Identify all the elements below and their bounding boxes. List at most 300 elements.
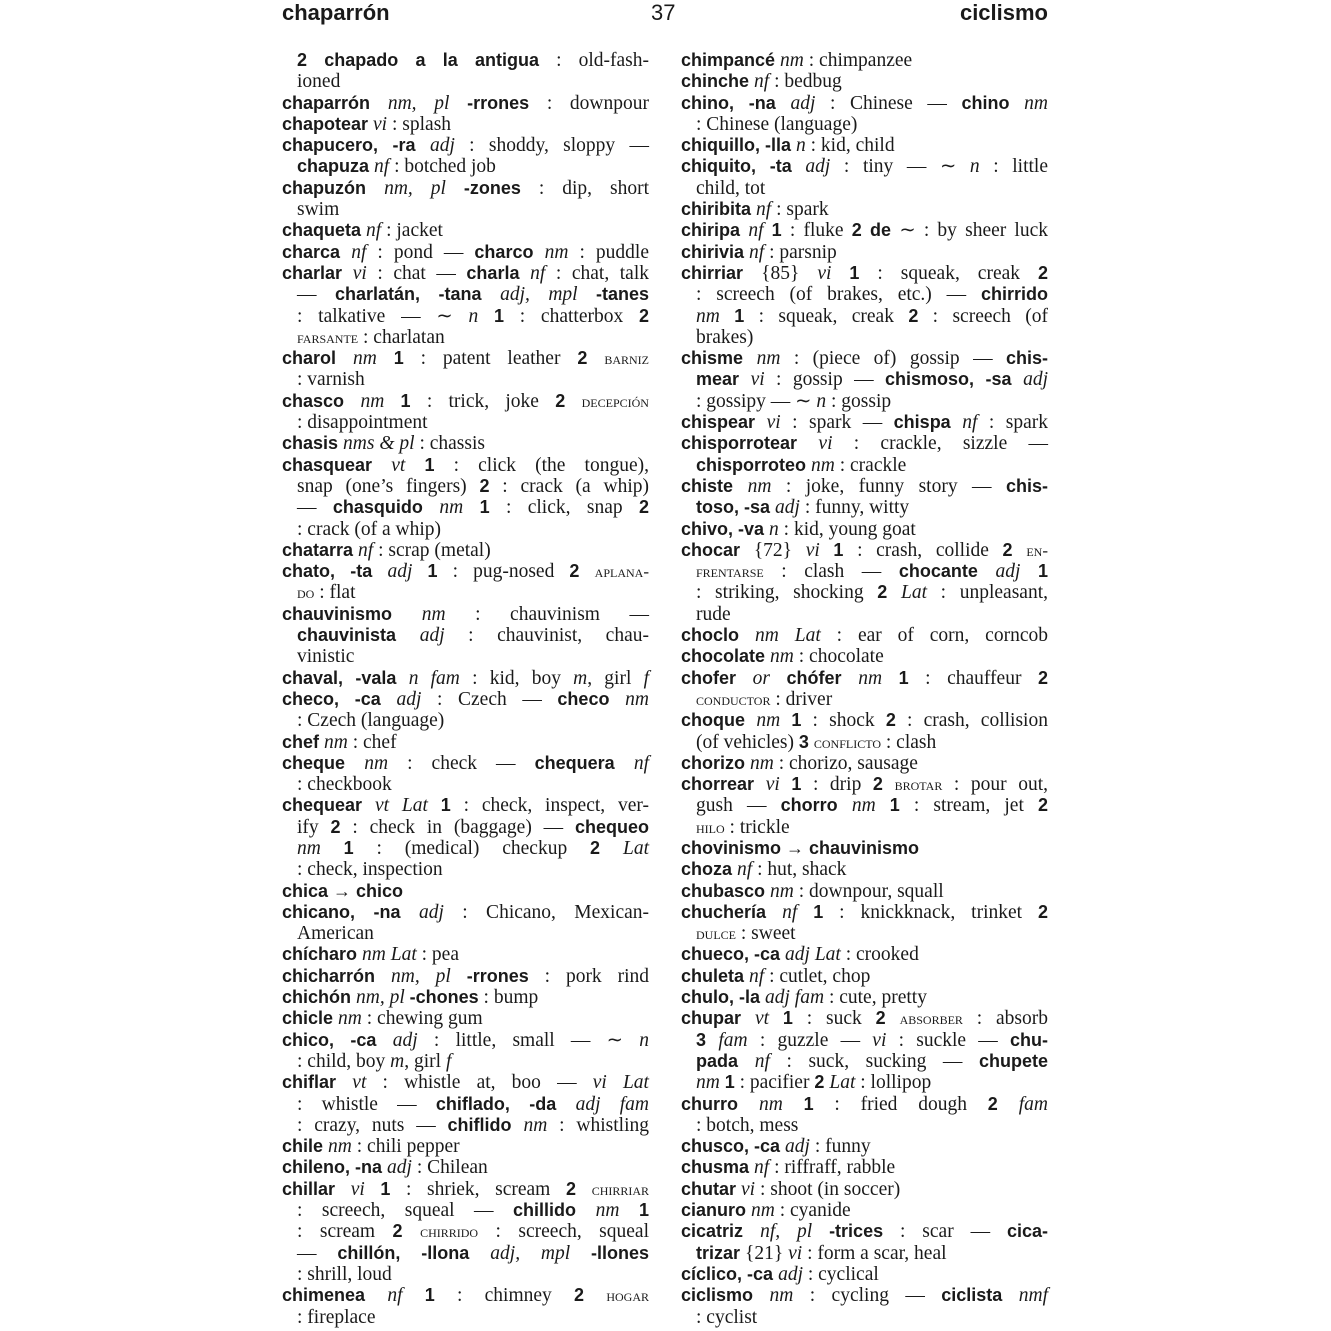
headword-text: cíclico, -ca [681,1263,779,1284]
dictionary-line [282,923,649,944]
label-text: nf [366,220,382,242]
headword-text: chófer [786,667,859,688]
synonym-text: en- [1026,540,1049,560]
synonym-text: dulce [696,924,736,944]
definition-text: : kid, child [805,135,895,157]
definition-text: : charlatan [358,326,445,348]
headword-text: -rrones [466,965,529,986]
label-text: nf [351,241,367,263]
headword-text: chutar [681,1178,742,1199]
label-text: adj [995,561,1038,583]
definition-text: : shrill, loud [297,1263,392,1285]
definition-text: snap (one’s fingers) [297,475,480,497]
dictionary-line [282,774,649,795]
synonym-text: decepción [581,391,649,411]
definition-text: : pacifier [734,1072,815,1094]
headword-text: toso, -sa [696,497,776,518]
headword-text: chequeo [574,816,649,837]
headword-text: chato, -ta [282,561,388,582]
label-text: fam [718,1029,748,1051]
label-text: nm [858,667,899,689]
definition-text: : check, inspect, ver- [450,795,649,817]
headword-text: chocolate [681,646,771,667]
definition-text: : disappointment [297,412,428,434]
headword-text: chis- [1005,348,1048,369]
definition-text: : Czech — [421,688,558,710]
headword-text: chovinismo → chauvinismo [681,837,920,858]
headword-text: chica → chico [282,880,404,901]
dictionary-line [282,519,649,540]
definition-text: : screech, squeal — [297,1200,514,1222]
dictionary-line [681,881,1048,902]
headword-text: chubasco [681,880,771,901]
label-text: Lat [901,582,928,604]
label-text: vi [765,774,792,796]
dictionary-line [681,220,1048,241]
definition-text: : shoddy, sloppy — [454,135,650,157]
label-text: adj [790,92,816,114]
headword-text: -llones [591,1242,650,1263]
label-text: n [796,135,806,157]
label-text: nf [633,752,649,774]
label-text: vi [818,433,833,455]
headword-text: chiflido [447,1114,524,1135]
dictionary-line [282,306,649,327]
definition-text: : chauvinist, chau- [444,625,649,647]
dictionary-line [681,71,1048,92]
headword-text: 1 [479,497,490,518]
headword-text: chisme [681,348,757,369]
headword-text: checo [557,688,626,709]
definition-text: : cyanide [774,1200,851,1222]
definition-text: : clash [881,731,937,753]
label-text: nm [751,1200,775,1222]
dictionary-line [282,455,649,476]
dictionary-line [282,795,649,816]
dictionary-line [681,50,1048,71]
definition-text: : crackle [834,454,907,476]
label-text: nm [338,1008,362,1030]
definition-text: : guzzle — [747,1029,873,1051]
dictionary-line [282,582,649,603]
headword-text: chiquillo, -lla [681,135,797,156]
label-text: n [769,518,779,540]
definition-text: : parsnip [764,241,837,263]
headword-text: 2 [479,475,490,496]
definition-text: : crooked [840,944,919,966]
headword-text: 2 [1037,901,1048,922]
headword-text: chapuza [297,156,375,177]
definition-text: : squeak, creak [744,305,909,327]
label-text: nm, pl [391,965,467,987]
headword-text: 2 [330,816,341,837]
label-text: vi [373,113,388,135]
dictionary-line [282,1136,649,1157]
definition-text: : tiny — ∼ [830,156,970,178]
definition-text: rude [696,603,731,625]
dictionary-line [681,284,1048,305]
dictionary-line [282,668,649,689]
label-text: nm [625,688,650,710]
definition-text: : ear of corn, corncob [820,625,1048,647]
dictionary-line [282,710,649,731]
dictionary-line [282,1051,649,1072]
dictionary-line [681,242,1048,263]
label-text: nm [297,837,344,859]
headword-text: chicle [282,1008,339,1029]
definition-text: : little, small — ∼ [417,1029,640,1051]
definition-text: (of vehicles) [696,731,799,753]
definition-text: : (piece of) gossip — [780,348,1006,370]
dictionary-line [681,1221,1048,1242]
definition-text: , girl [587,667,644,689]
headword-text: chiribita [681,199,757,220]
dictionary-line [681,178,1048,199]
dictionary-line [282,263,649,284]
definition-text: : shoot (in soccer) [755,1178,901,1200]
definition-text: : dip, short [520,177,649,199]
definition-text: {72} [753,539,806,561]
definition-text: : kid, young goat [778,518,916,540]
headword-text: chapucero, -ra [282,135,430,156]
headword-text: 1 [724,1072,735,1093]
definition-text: : chewing gum [361,1008,483,1030]
label-text: nf [737,859,753,881]
label-text: nf [754,1157,770,1179]
label-text: adj fam [765,987,825,1009]
synonym-text: aplana- [594,562,649,582]
headword-text: chapuzón [282,177,385,198]
headword-text: 2 [638,305,649,326]
dictionary-column-right [681,50,1048,1328]
definition-text: : botched job [389,156,496,178]
headword-text: chiflar [282,1072,353,1093]
headword-text: 2 [877,582,902,603]
definition-text: : crack (a whip) [489,475,649,497]
definition-text: : flat [314,582,356,604]
label-text: nm [696,305,735,327]
dictionary-line [282,178,649,199]
headword-text: chicano, -na [282,901,419,922]
dictionary-line [681,1072,1048,1093]
definition-text: : cyclist [696,1306,758,1328]
headword-text: chispa [893,412,963,433]
label-text: vi [788,1242,803,1264]
definition-text: : pork rind [528,965,649,987]
headword-text: 2 [569,561,595,582]
label-text: nf [374,156,390,178]
headword-text: 2 [590,837,623,858]
definition-text: : crack (of a whip) [297,518,442,540]
dictionary-line [681,774,1048,795]
definition-text: : suckle — [886,1029,1010,1051]
headword-text: 1 [424,454,435,475]
dictionary-line [681,795,1048,816]
headword-text: chaparrón [282,92,388,113]
page-header [282,0,1048,30]
headword-text: charlar [282,262,353,283]
headword-text: 1 [771,220,782,241]
definition-text: : shock [801,710,886,732]
definition-text: : hut, shack [752,859,847,881]
definition-text: : little [979,156,1048,178]
headword-text: choclo [681,625,756,646]
dictionary-line [681,540,1048,561]
label-text: nm [747,475,772,497]
dictionary-line [681,455,1048,476]
definition-text: : chocolate [793,646,884,668]
headword-text: chusma [681,1157,755,1178]
label-text: nf [754,1050,770,1072]
guide-word-right: ciclismo [959,0,1048,25]
definition-text: : crackle, sizzle — [832,433,1048,455]
label-text: nm [769,1285,794,1307]
definition-text: : spark [771,199,829,221]
label-text: nf [749,965,765,987]
label-text: adj fam [575,1093,649,1115]
definition-text: ioned [297,71,341,93]
headword-text: chupete [978,1050,1048,1071]
dictionary-line [681,263,1048,284]
headword-text: 2 [392,1221,421,1242]
definition-text: : Chinese — [815,92,962,114]
headword-text: 1 [734,305,745,326]
headword-text: chirrido [980,284,1048,305]
headword-text: 1 [791,774,802,795]
headword-text: 1 [440,795,451,816]
headword-text: 1 [424,1285,435,1306]
definition-text: : clash — [763,561,899,583]
label-text: adj [805,156,831,178]
label-text: nm [544,241,569,263]
headword-text: chasco [282,390,361,411]
label-text: nm, pl [387,92,468,114]
definition-text: : lollipop [855,1072,932,1094]
headword-text: 2 [1037,795,1048,816]
dictionary-line [282,1285,649,1306]
dictionary-line [681,135,1048,156]
dictionary-line [282,497,649,518]
dictionary-line [282,433,649,454]
headword-text: ciclismo [681,1285,770,1306]
dictionary-line [282,71,649,92]
dictionary-line [681,1030,1048,1051]
headword-text: chorizo [681,752,751,773]
definition-text: : unpleasant, [927,582,1048,604]
headword-text: chiflado, -da [435,1093,576,1114]
label-text: vi [741,1178,756,1200]
dictionary-line [681,902,1048,923]
dictionary-line [681,433,1048,454]
dictionary-line [681,412,1048,433]
headword-text: chimpancé [681,50,781,70]
dictionary-line [681,497,1048,518]
label-text: f [445,1050,452,1072]
definition-text: vinistic [297,646,355,668]
headword-text: chiripa [681,220,749,241]
definition-text: : funny, witty [799,497,910,519]
label-text: nm [696,1072,725,1094]
definition-text: : click (the tongue), [434,454,649,476]
label-text: m [390,1050,405,1072]
label-text: adj, mpl [490,1242,591,1264]
dictionary-line [282,987,649,1008]
definition-text: : chauvinism — [445,603,649,625]
dictionary-line [681,582,1048,603]
headword-text: chino, -na [681,92,791,113]
headword-text: 1 [791,710,802,731]
definition-text: : fried dough [813,1093,988,1115]
definition-text: : gossip — [764,369,885,391]
synonym-text: absorber [899,1009,963,1029]
definition-text: : crash, collide [843,539,1003,561]
headword-text: charol [282,348,354,369]
dictionary-line [282,1072,649,1093]
dictionary-line [681,732,1048,753]
label-text: vi [872,1029,887,1051]
definition-text: : driver [770,688,833,710]
definition-text: child, tot [696,177,766,199]
label-text: nm [523,1114,548,1136]
label-text: nm [421,603,446,625]
definition-text: : screech (of brakes, etc.) — [696,284,981,306]
dictionary-line [282,1030,649,1051]
definition-text: : suck, sucking — [769,1050,979,1072]
definition-text: : chauffeur [908,667,1038,689]
definition-text: : cutlet, chop [764,965,871,987]
headword-text: 1 [380,1178,391,1199]
label-text: adj, mpl [500,284,596,306]
dictionary-line [681,1200,1048,1221]
definition-text: : check in (baggage) — [340,816,575,838]
headword-text: 2 [872,774,895,795]
label-text: nm [1024,92,1049,114]
dictionary-line [282,348,649,369]
definition-text: : splash [387,113,452,135]
definition-text: : varnish [297,369,365,391]
definition-text: : striking, shocking [696,582,878,604]
headword-text: 2 [908,305,919,326]
headword-text: chasquido [332,497,440,518]
label-text: nm [324,731,348,753]
label-text: nm, pl [356,987,410,1009]
dictionary-line [681,710,1048,731]
label-text: nm [758,1093,804,1115]
definition-text: gush — [696,795,781,817]
dictionary-line [282,327,649,348]
label-text: nf, pl [760,1221,830,1243]
headword-text: charla [466,262,531,283]
headword-text: churro [681,1093,759,1114]
headword-text: -tanes [596,284,650,305]
synonym-text: chirrido [420,1222,479,1242]
label-text: or [752,667,787,689]
headword-text: 1 [898,667,909,688]
label-text: n fam [408,667,460,689]
label-text: nmf [1018,1285,1048,1307]
definition-text: brakes) [696,326,754,348]
headword-text: chisporrotear [681,433,819,454]
definition-text: : spark [977,412,1049,434]
label-text: adj [785,1136,810,1158]
headword-text: chino [961,92,1025,113]
label-text: fam [1018,1093,1048,1115]
label-text: nm [360,390,401,412]
headword-text: ciclista [941,1285,1019,1306]
dictionary-line [681,1243,1048,1264]
dictionary-line [681,348,1048,369]
label-text: nm [770,646,794,668]
definition-text: : crash, collision [895,710,1048,732]
definition-text: : (medical) checkup [353,837,591,859]
headword-text: chillido [513,1200,596,1221]
definition-text: : fireplace [297,1306,376,1328]
label-text: nm, pl [384,177,464,199]
headword-text: chulo, -la [681,987,766,1008]
definition-text: : gossip [826,390,892,412]
definition-text: : Chilean [411,1157,488,1179]
headword-text: -rrones [467,92,530,113]
headword-text: chorro [780,795,852,816]
label-text: m [573,667,588,689]
dictionary-line [681,1094,1048,1115]
headword-text: chimenea [282,1285,388,1306]
synonym-text: hogar [606,1286,650,1306]
dictionary-line [681,199,1048,220]
dictionary-line [681,838,1048,859]
headword-text: chileno, -na [282,1157,388,1178]
definition-text: : stream, jet [899,795,1038,817]
label-text: nm [353,348,394,370]
definition-text: : whistle — [297,1093,436,1115]
label-text: vt [754,1008,783,1030]
headword-text: 2 [1002,539,1027,560]
dictionary-line [681,944,1048,965]
headword-text: 3 [798,731,814,752]
headword-text: chasis [282,433,344,454]
headword-text: cheque [282,752,365,773]
definition-text: : knickknack, trinket [823,901,1038,923]
headword-text: 1 [638,1200,649,1221]
definition-text: : screech, squeal [478,1221,649,1243]
dictionary-line [681,519,1048,540]
dictionary-line [681,1285,1048,1306]
label-text: nm [756,348,781,370]
definition-text: : pour out, [942,774,1048,796]
label-text: n [468,305,494,327]
dictionary-line [282,689,649,710]
dictionary-line [282,881,649,902]
definition-text: : scar — [883,1221,1007,1243]
definition-text: : kid, boy [459,667,574,689]
dictionary-line [681,1051,1048,1072]
definition-text: : chimpanzee [803,50,913,71]
label-text: nf [387,1285,425,1307]
dictionary-line [282,902,649,923]
headword-text: chiste [681,475,748,496]
synonym-text: frentarse [696,562,764,582]
label-text: nf [782,901,814,923]
dictionary-line [282,93,649,114]
label-text: vi [766,412,781,434]
definition-text: : suck [792,1008,876,1030]
label-text: vt [391,454,425,476]
headword-text: checo, -ca [282,688,397,709]
label-text: vi [352,262,367,284]
dictionary-line [282,1264,649,1285]
dictionary-line [681,859,1048,880]
definition-text: : botch, mess [696,1114,799,1136]
